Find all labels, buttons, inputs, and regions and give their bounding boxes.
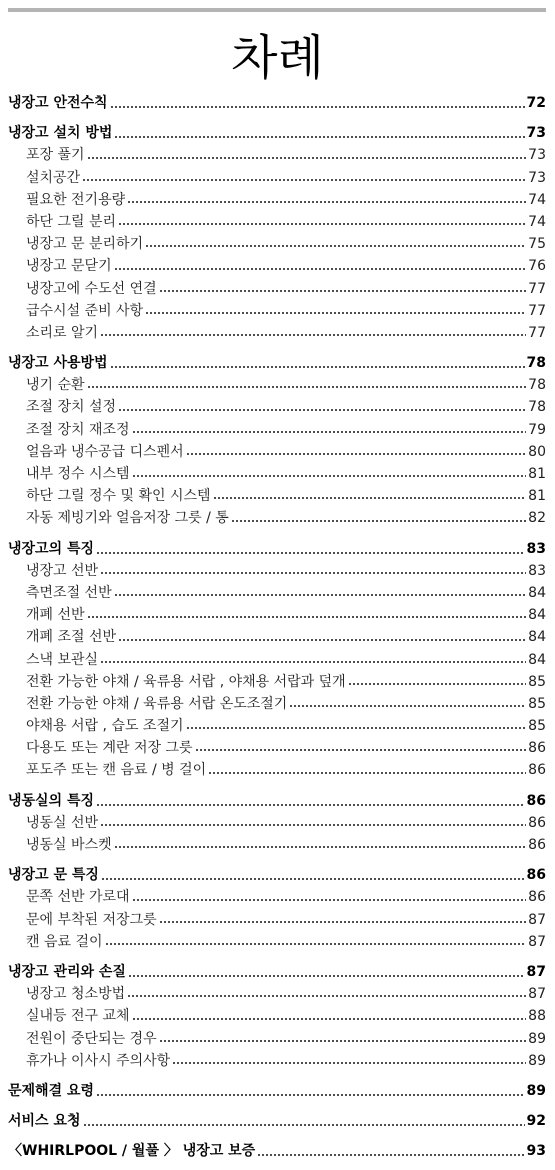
dot-leader [114,267,527,273]
dot-leader [96,803,524,809]
dot-leader [145,311,526,317]
toc-section-heading[interactable] [8,352,546,374]
toc-entry-label: 실내등 전구 교체 [26,1008,130,1025]
toc-entry-label: 개폐 조절 선반 [26,629,117,646]
toc-entry-label: 다용도 또는 계란 저장 그릇 [26,740,193,757]
toc-page-number: 84 [528,607,546,624]
toc-entry-label: 조절 장치 재조정 [26,421,130,438]
toc-entry[interactable] [8,441,546,463]
toc-entry[interactable] [8,211,546,233]
dot-leader [100,660,526,666]
toc-entry[interactable] [8,233,546,255]
toc-page-number: 86 [528,762,546,779]
dot-leader [87,615,527,621]
toc-entry-label: 전원이 중단되는 경우 [26,1030,157,1047]
toc-page-number: 72 [526,95,546,111]
toc-page-number: 85 [528,718,546,735]
dot-leader [100,333,526,339]
toc-section-heading[interactable] [8,1140,546,1162]
toc-entry-label: 냉장고 문닫기 [26,258,112,275]
toc-section-heading[interactable] [8,961,546,983]
dot-leader [127,994,526,1000]
toc-page-number: 73 [528,147,546,164]
toc-page-number: 86 [528,837,546,853]
toc-page-number: 78 [526,355,546,372]
toc-entry-label: 소리로 알기 [26,324,99,341]
toc-page-number: 77 [528,280,546,297]
toc-entry-label: 냉동실 바스켓 [26,837,112,853]
toc-section-heading[interactable] [8,538,546,560]
toc-entry-label: 냉장고 설치 방법 [8,125,113,142]
toc-entry-label: 〈WHIRLPOOL / 월풀 〉 냉장고 보증 [8,1143,256,1160]
toc-entry-label: 휴가나 이사시 주의사항 [26,1052,171,1069]
dot-leader [186,726,527,732]
toc-page-number: 86 [528,889,546,906]
toc-entry-label: 냉장고 사용방법 [8,355,108,372]
toc-page-number: 89 [528,1052,546,1069]
dot-leader [195,748,527,754]
toc-entry-label: 측면조절 선반 [26,584,112,601]
toc-section [8,92,546,114]
toc-page-number: 74 [528,213,546,230]
toc-page-number: 93 [526,1143,546,1160]
toc-entry[interactable] [8,255,546,277]
toc-entry[interactable] [8,1050,546,1072]
toc-page-number: 81 [528,488,546,505]
toc-page-number: 78 [528,377,546,394]
toc-entry[interactable] [8,1028,546,1050]
dot-leader [257,1153,524,1159]
toc-entry[interactable] [8,278,546,300]
dot-leader [118,638,526,644]
toc-section [8,1080,546,1102]
dot-leader [208,771,526,777]
toc-page-number: 86 [528,740,546,757]
toc-entry-label: 얼음과 냉수공급 디스펜서 [26,443,184,460]
dot-leader [110,105,525,111]
toc-entry-label: 서비스 요청 [8,1113,81,1130]
toc-entry[interactable] [8,582,546,604]
toc-entry[interactable] [8,189,546,211]
toc-entry-label: 필요한 전기용량 [26,191,126,208]
toc-entry[interactable] [8,507,546,529]
toc-page-number: 85 [528,695,546,712]
toc-section [8,961,546,1072]
toc-entry-label: 냉장고 선반 [26,562,99,579]
toc-page-number: 88 [528,1008,546,1025]
toc-page-number: 74 [528,191,546,208]
dot-leader [127,200,526,206]
toc-section-heading[interactable] [8,1080,546,1102]
toc-page-number: 77 [528,324,546,341]
dot-leader [132,474,527,480]
toc-section-heading[interactable] [8,92,546,114]
page-title: 차례 [231,30,324,86]
toc-entry[interactable] [8,649,546,671]
toc-section-heading[interactable] [8,122,546,144]
toc-page-number: 87 [528,933,546,950]
toc-entry-label: 냉장고 문 특징 [8,867,99,884]
dot-leader [100,571,526,577]
dot-leader [100,823,526,829]
toc-entry[interactable] [8,485,546,507]
dot-leader [128,974,525,980]
dot-leader [186,452,527,458]
toc-entry-label: 냉장고 관리와 손질 [8,963,126,980]
toc-page-number: 76 [528,258,546,275]
toc-entry[interactable] [8,909,546,931]
toc-entry-label: 냉동실의 특징 [8,792,95,809]
toc-section-heading[interactable] [8,864,546,886]
toc-section [8,864,546,953]
toc-entry-label: 조절 장치 설정 [26,399,117,416]
toc-entry-label: 포도주 또는 캔 음료 / 병 걸이 [26,762,207,779]
toc-page-number: 89 [528,1030,546,1047]
dot-leader [87,385,527,391]
dot-leader [132,898,527,904]
toc-page-number: 87 [528,911,546,928]
dot-leader [82,178,526,184]
toc-section-heading[interactable] [8,790,546,812]
dot-leader [87,156,527,162]
toc-entry[interactable] [8,983,546,1005]
toc-entry-label: 설치공간 [26,169,81,186]
dot-leader [96,1093,524,1099]
dot-leader [110,365,525,371]
toc-entry-label: 전환 가능한 야채 / 육류용 서랍 온도조절기 [26,695,288,712]
toc-entry[interactable] [8,396,546,418]
dot-leader [118,222,526,228]
toc-page-number: 84 [528,584,546,601]
dot-leader [213,496,527,502]
toc-section [8,1140,546,1162]
toc-entry-label: 문제해결 요령 [8,1082,95,1099]
dot-leader [96,551,524,557]
toc-page-number: 85 [528,673,546,690]
toc-entry[interactable] [8,604,546,626]
top-rule [8,8,546,12]
dot-leader [231,519,526,525]
toc-entry-label: 냉장고의 특징 [8,540,95,557]
toc-entry[interactable] [8,560,546,582]
dot-leader [114,593,527,599]
dot-leader [159,920,527,926]
dot-leader [118,408,526,414]
toc-page-number: 75 [528,236,546,253]
toc-entry[interactable] [8,1005,546,1027]
toc-entry-label: 전환 가능한 야채 / 육류용 서랍 , 야채용 서랍과 덮개 [26,673,346,690]
dot-leader [83,1123,525,1129]
dot-leader [172,1061,526,1067]
toc-section [8,790,546,857]
toc-page-number: 86 [528,814,546,831]
toc-page-number: 73 [528,169,546,186]
toc-entry-label: 냉기 순환 [26,377,85,394]
toc-entry[interactable] [8,759,546,781]
toc-page-number: 81 [528,466,546,482]
toc-entry[interactable] [8,931,546,953]
dot-leader [348,682,526,688]
toc-entry-label: 냉동실 선반 [26,814,99,831]
toc-entry-label: 급수시설 준비 사항 [26,302,144,319]
dot-leader [132,430,527,436]
toc-page-number: 84 [528,629,546,646]
toc-entry-label: 자동 제빙기와 얼음저장 그릇 / 통 [26,510,229,527]
dot-leader [114,135,524,141]
toc-entry-label: 야채용 서랍 , 습도 조절기 [26,718,184,735]
toc-entry[interactable] [8,374,546,396]
toc-page-number: 87 [526,963,546,980]
toc-entry[interactable] [8,300,546,322]
toc-entry-label: 하단 그릴 분리 [26,213,117,230]
toc-entry-label: 냉장고에 수도선 연결 [26,280,157,297]
toc-entry[interactable] [8,144,546,166]
toc-entry-label: 문에 부착된 저장그릇 [26,911,157,928]
toc-page-number: 89 [526,1082,546,1099]
toc-entry[interactable] [8,463,546,485]
toc-section-heading[interactable] [8,1110,546,1132]
toc-entry[interactable] [8,419,546,441]
toc-entry[interactable] [8,737,546,759]
toc-entry[interactable] [8,715,546,737]
toc-page-number: 87 [528,986,546,1003]
toc-entry-label: 내부 정수 시스템 [26,466,130,482]
dot-leader [289,704,526,710]
toc-entry-label: 하단 그릴 정수 및 확인 시스템 [26,488,211,505]
toc-entry[interactable] [8,167,546,189]
toc-page-number: 73 [526,125,546,142]
toc-entry-label: 냉장고 청소방법 [26,986,126,1003]
dot-leader [159,289,527,295]
toc-page-number: 82 [528,510,546,527]
toc-page-number: 83 [526,540,546,557]
toc-page-number: 77 [528,302,546,319]
toc-entry-label: 냉장고 안전수칙 [8,95,108,111]
table-of-contents [8,92,546,1170]
toc-entry-label: 캔 음료 걸이 [26,933,103,950]
toc-entry[interactable] [8,834,546,856]
dot-leader [145,244,526,250]
toc-section [8,538,546,782]
dot-leader [101,877,525,883]
toc-page-number: 79 [528,421,546,438]
toc-page-number: 84 [528,651,546,668]
toc-entry-label: 포장 풀기 [26,147,85,164]
toc-page-number: 86 [526,867,546,884]
toc-entry-label: 냉장고 문 분리하기 [26,236,144,253]
toc-entry[interactable] [8,626,546,648]
toc-entry-label: 개폐 선반 [26,607,85,624]
toc-section [8,1110,546,1132]
toc-entry[interactable] [8,886,546,908]
dot-leader [159,1039,527,1045]
toc-entry-label: 문쪽 선반 가로대 [26,889,130,906]
toc-entry[interactable] [8,693,546,715]
toc-entry[interactable] [8,671,546,693]
toc-entry-label: 스낵 보관실 [26,651,99,668]
toc-page-number: 86 [526,792,546,809]
dot-leader [132,1017,527,1023]
toc-page-number: 80 [528,443,546,460]
dot-leader [105,942,527,948]
toc-page-number: 78 [528,399,546,416]
toc-page-number: 92 [526,1113,546,1130]
toc-entry[interactable] [8,322,546,344]
toc-section [8,352,546,530]
dot-leader [114,845,527,851]
toc-section [8,122,546,344]
toc-entry[interactable] [8,812,546,834]
toc-page-number: 83 [528,562,546,579]
